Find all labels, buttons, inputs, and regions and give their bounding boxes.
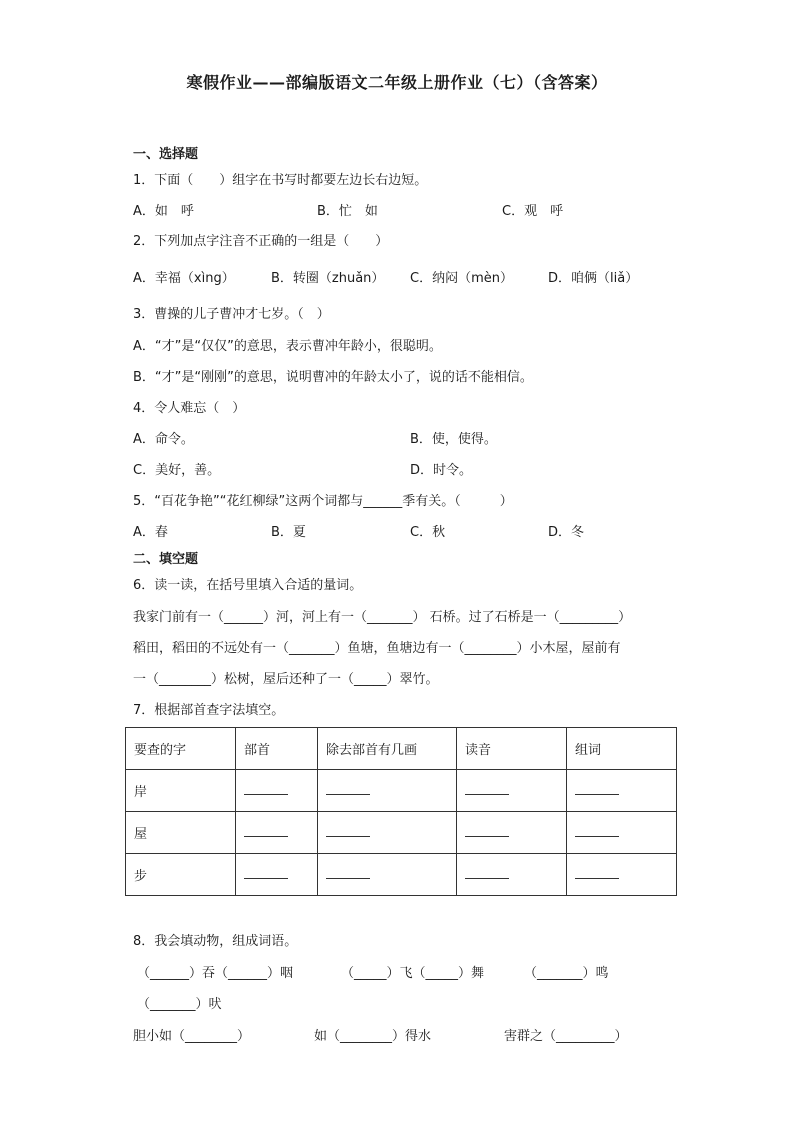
question-8-stem: 8．我会填动物，组成词语。	[133, 934, 298, 949]
question-6-stem: 6．读一读，在括号里填入合适的量词。	[133, 578, 363, 593]
question-3-stem: 3．曹操的儿子曹冲才七岁。（ ）	[133, 307, 330, 322]
question-2-option-d: D．咱俩（liǎ）	[548, 271, 639, 286]
question-8-item: 害群之（_________）	[504, 1029, 628, 1044]
answer-blank[interactable]	[465, 782, 509, 795]
answer-blank[interactable]	[326, 866, 370, 879]
table-char-cell: 岸	[126, 770, 236, 812]
question-4-option-d: D．时令。	[410, 463, 473, 478]
question-8-item: （_______）鸣	[524, 966, 609, 981]
answer-blank-cell[interactable]	[318, 812, 457, 854]
question-4-option-b: B．使，使得。	[410, 432, 497, 447]
question-6-line-2: 稻田，稻田的不远处有一（_______）鱼塘，鱼塘边有一（________）小木屋，屋前有	[133, 641, 621, 656]
answer-blank-cell[interactable]	[567, 854, 677, 896]
table-header-cell: 要查的字	[126, 728, 236, 770]
question-4-option-c: C．美好，善。	[133, 463, 221, 478]
question-5-option-b: B．夏	[271, 525, 306, 540]
answer-blank-cell[interactable]	[318, 854, 457, 896]
page-title: 寒假作业——部编版语文二年级上册作业（七）（含答案）	[186, 73, 608, 92]
radical-lookup-table	[125, 727, 677, 896]
question-2-option-a: A．幸福（xìng）	[133, 271, 235, 286]
question-8-item: 如（________）得水	[314, 1029, 432, 1044]
section-heading-choice: 一、选择题	[133, 147, 199, 162]
answer-blank[interactable]	[575, 782, 619, 795]
answer-blank-cell[interactable]	[236, 770, 318, 812]
answer-blank-cell[interactable]	[457, 812, 567, 854]
question-1-option-c: C．观 呼	[502, 204, 564, 219]
question-5-option-c: C．秋	[410, 525, 446, 540]
table-char-cell: 屋	[126, 812, 236, 854]
answer-blank-cell[interactable]	[567, 770, 677, 812]
question-6-line-1: 我家门前有一（______）河，河上有一（_______） 石桥。过了石桥是一（_________）	[133, 610, 632, 625]
table-row	[126, 770, 677, 812]
question-1-option-a: A．如 呼	[133, 204, 194, 219]
answer-blank-cell[interactable]	[236, 812, 318, 854]
question-5-stem: 5．“百花争艳”“花红柳绿”这两个词都与______季有关。（ ）	[133, 494, 513, 509]
table-header-cell: 读音	[457, 728, 567, 770]
question-1-option-b: B．忙 如	[317, 204, 378, 219]
answer-blank[interactable]	[465, 866, 509, 879]
answer-blank[interactable]	[326, 824, 370, 837]
answer-blank-cell[interactable]	[236, 854, 318, 896]
question-4-option-a: A．命令。	[133, 432, 194, 447]
answer-blank[interactable]	[575, 824, 619, 837]
table-header-cell: 组词	[567, 728, 677, 770]
answer-blank[interactable]	[244, 824, 288, 837]
question-5-option-d: D．冬	[548, 525, 585, 540]
question-8-item: （______）吞（______）咽	[137, 966, 294, 981]
table-header-cell: 除去部首有几画	[318, 728, 457, 770]
answer-blank[interactable]	[244, 866, 288, 879]
answer-blank-cell[interactable]	[318, 770, 457, 812]
table-row	[126, 812, 677, 854]
question-2-option-b: B．转圈（zhuǎn）	[271, 271, 385, 286]
answer-blank[interactable]	[575, 866, 619, 879]
answer-blank-cell[interactable]	[457, 854, 567, 896]
answer-blank[interactable]	[244, 782, 288, 795]
answer-blank-cell[interactable]	[567, 812, 677, 854]
question-4-stem: 4．令人难忘（ ）	[133, 401, 246, 416]
question-3-option-b: B．“才”是“刚刚”的意思，说明曹冲的年龄太小了，说的话不能相信。	[133, 370, 533, 385]
question-8-item: 胆小如（________）	[133, 1029, 251, 1044]
answer-blank[interactable]	[465, 824, 509, 837]
question-1-stem: 1．下面（ ）组字在书写时都要左边长右边短。	[133, 173, 428, 188]
section-heading-fill: 二、填空题	[133, 552, 199, 567]
question-2-option-c: C．纳闷（mèn）	[410, 271, 513, 286]
table-char-cell: 步	[126, 854, 236, 896]
question-6-line-3: 一（________）松树，屋后还种了一（_____）翠竹。	[133, 672, 439, 687]
table-header-cell: 部首	[236, 728, 318, 770]
question-2-stem: 2．下列加点字注音不正确的一组是（ ）	[133, 234, 389, 249]
question-7-stem: 7．根据部首查字法填空。	[133, 703, 285, 718]
question-5-option-a: A．春	[133, 525, 168, 540]
question-3-option-a: A．“才”是“仅仅”的意思，表示曹冲年龄小，很聪明。	[133, 339, 442, 354]
answer-blank-cell[interactable]	[457, 770, 567, 812]
question-8-item: （_____）飞（_____）舞	[341, 966, 485, 981]
answer-blank[interactable]	[326, 782, 370, 795]
question-8-item: （_______）吠	[137, 997, 222, 1012]
table-header-row	[126, 728, 677, 770]
table-row	[126, 854, 677, 896]
